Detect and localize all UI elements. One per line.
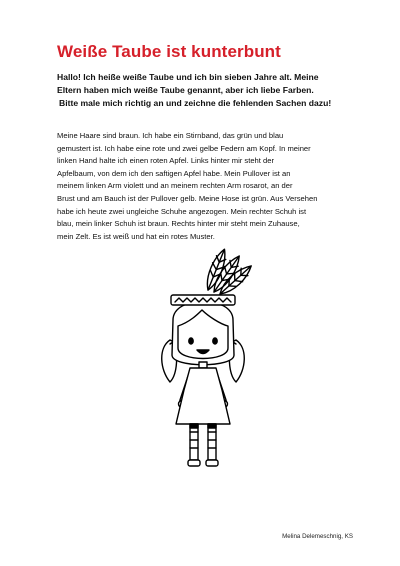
right-shoe [206, 460, 218, 466]
story-line: gemustert ist. Ich habe eine rote und zwei gelbe Federn am Kopf. In meiner [57, 143, 311, 153]
right-eye [213, 338, 217, 344]
story-line: meinem linken Arm violett und an meinem rechten Arm rosarot, an der [57, 181, 293, 191]
left-shoe [188, 460, 200, 466]
intro-line: Eltern haben mich weiße Taube genannt, aber ich liebe Farben. [57, 85, 314, 96]
story-line: Brust und am Bauch ist der Pullover gelb. Meine Hose ist grün. Aus Versehen [57, 193, 318, 203]
page-title: Weiße Taube ist kunterbunt [57, 42, 281, 61]
headband [171, 295, 235, 305]
author-credit: Melina Delemeschnig, KS [282, 533, 353, 540]
left-eye [189, 338, 193, 344]
story-line: habe ich heute zwei ungleiche Schuhe angezogen. Mein rechter Schuh ist [57, 206, 307, 216]
story-line: Meine Haare sind braun. Ich habe ein Stirnband, das grün und blau [57, 131, 284, 140]
intro-line: Hallo! Ich heiße weiße Taube und ich bin sieben Jahre alt. Meine [57, 72, 319, 82]
legs [190, 424, 216, 460]
story-line: blau, mein linker Schuh ist braun. Rechts hinter mir steht mein Zuhause, [57, 219, 300, 229]
story-line: Apfelbaum, von dem ich den saftigen Apfel habe. Mein Pullover ist an [57, 168, 291, 178]
story-line: linken Hand halte ich einen roten Apfel. Links hinter mir steht der [57, 156, 274, 166]
intro-paragraph [57, 71, 357, 111]
story-paragraph [57, 130, 357, 243]
intro-line: Bitte male mich richtig an und zeichne die fehlenden Sachen dazu! [59, 98, 332, 109]
coloring-illustration [148, 240, 258, 475]
feathers [202, 247, 255, 299]
story-line: mein Zelt. Es ist weiß und hat ein rotes Muster. [57, 231, 215, 241]
dress [176, 368, 230, 424]
